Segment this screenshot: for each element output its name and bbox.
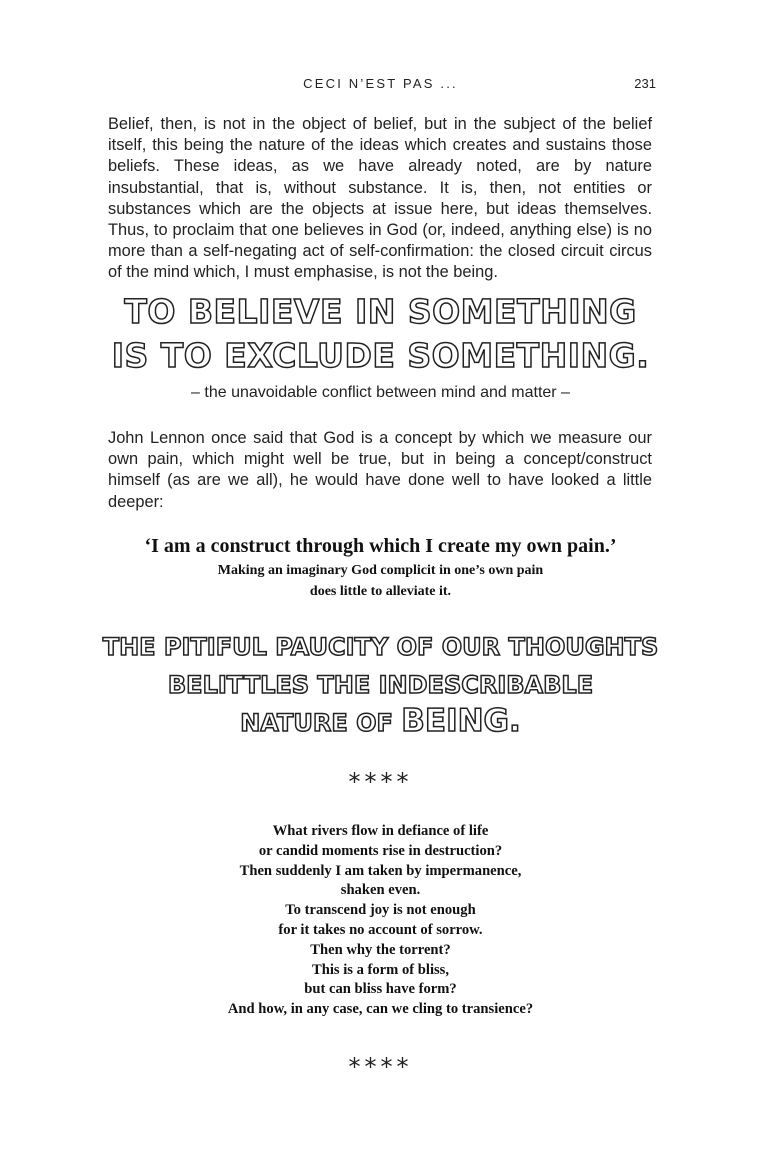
body-paragraph-1: Belief, then, is not in the object of belief, but in the subject of the belief itself, this being the nature of the ideas which creates and sustains those beliefs. These ideas, as we have already noted, are by nature insubstantial, that is, without substance. It is, then, not entities or substances which are the objects at issue here, but ideas themselves. Thus, to proclaim that one believes in God (or, indeed, anything else) is no more than a self-negating act of self-confirmation: the closed circuit circus of the mind which, I must emphasise, is not the being. bbox=[108, 115, 652, 282]
slogan-1-line-1: TO BELIEVE IN SOMETHING bbox=[124, 292, 637, 331]
slogan-2-line-3-start: NATURE OF bbox=[240, 709, 402, 737]
body-paragraph-2: John Lennon once said that God is a concept by which we measure our own pain, which might well be true, but in being a concept/construct himself (as are we all), he would have done well to have looked a little deeper: bbox=[108, 429, 652, 511]
poem-line: or candid moments rise in destruction? bbox=[258, 842, 503, 859]
slogan-1-line-2: IS TO EXCLUDE SOMETHING. bbox=[111, 336, 650, 375]
quote-sub-line-1: Making an imaginary God complicit in one’s own pain bbox=[217, 563, 544, 578]
poem bbox=[0, 822, 761, 1020]
poem-line: And how, in any case, can we cling to transience? bbox=[227, 1001, 534, 1018]
section-separator-1: **** bbox=[348, 768, 413, 796]
slogan-2-line-2: BELITTLES THE INDESCRIBABLE bbox=[167, 671, 594, 699]
slogan-2-line-1: THE PITIFUL PAUCITY OF OUR THOUGHTS bbox=[102, 633, 659, 661]
page-number: 231 bbox=[634, 76, 656, 91]
poem-line: What rivers flow in defiance of life bbox=[272, 823, 489, 839]
section-separator-2: **** bbox=[348, 1053, 413, 1081]
poem-line: Then why the torrent? bbox=[310, 941, 451, 958]
poem-line: but can bliss have form? bbox=[304, 981, 457, 998]
poem-line: for it takes no account of sorrow. bbox=[278, 921, 483, 938]
slogan-2-emphasis: BEING. bbox=[401, 703, 521, 739]
running-head: CECI N’EST PAS ... bbox=[303, 76, 458, 91]
poem-line: To transcend joy is not enough bbox=[285, 902, 476, 919]
slogan-2-line-3 bbox=[0, 703, 761, 739]
quote-main: ‘I am a construct through which I create my own pain.’ bbox=[144, 535, 617, 557]
poem-line: This is a form of bliss, bbox=[311, 961, 450, 978]
poem-line: Then suddenly I am taken by impermanence, bbox=[239, 862, 522, 879]
quote-sub-line-2: does little to alleviate it. bbox=[309, 584, 452, 599]
poem-line: shaken even. bbox=[340, 882, 421, 899]
slogan-subtitle: – the unavoidable conflict between mind and matter – bbox=[191, 384, 570, 401]
